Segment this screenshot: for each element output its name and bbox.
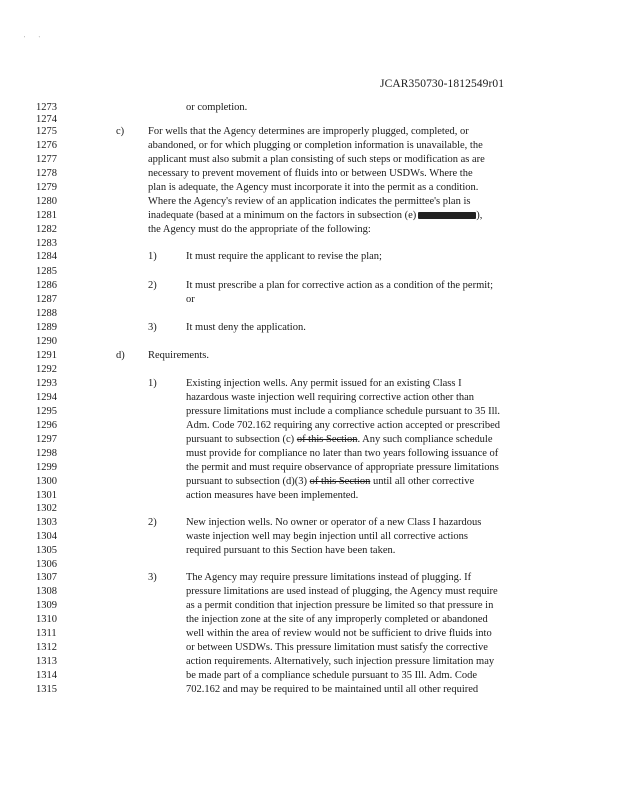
line-number: 1304 xyxy=(36,531,57,542)
text-line-1297-end: . Any such compliance schedule xyxy=(357,434,493,445)
line-number: 1308 xyxy=(36,586,57,597)
line-number: 1302 xyxy=(36,503,57,514)
text-line-1286: It must prescribe a plan for corrective action as a condition of the permit; xyxy=(186,280,494,291)
text-line-1281-end: ), xyxy=(476,210,483,221)
text-line-1315: 702.162 and may be required to be maintained until all other required xyxy=(186,684,479,695)
line-number: 1292 xyxy=(36,364,57,375)
line-number: 1281 xyxy=(36,210,57,221)
struck-text-1297: of this Section xyxy=(296,434,358,445)
text-line-1293: Existing injection wells. Any permit issued for an existing Class I xyxy=(186,378,462,389)
text-line-1280: Where the Agency's review of an application indicates the permittee's plan is xyxy=(148,196,471,207)
text-line-1309: as a permit condition that injection pressure be limited so that pressure in xyxy=(186,600,494,611)
text-line-1307: The Agency may require pressure limitations instead of plugging. If xyxy=(186,572,472,583)
line-number: 1310 xyxy=(36,614,57,625)
line-number: 1293 xyxy=(36,378,57,389)
item-label-d1: 1) xyxy=(148,378,157,389)
line-number: 1306 xyxy=(36,559,57,570)
line-number: 1278 xyxy=(36,168,57,179)
text-line-1289: It must deny the application. xyxy=(186,322,306,333)
line-number: 1314 xyxy=(36,670,57,681)
text-line-1291: Requirements. xyxy=(148,350,209,361)
line-number: 1305 xyxy=(36,545,57,556)
document-id-header: JCAR350730-1812549r01 xyxy=(380,78,505,90)
text-line-1278: necessary to prevent movement of fluids into or between USDWs. Where the xyxy=(148,168,473,179)
line-number: 1309 xyxy=(36,600,57,611)
line-number: 1284 xyxy=(36,251,57,262)
text-line-1297-start: pursuant to subsection (c) xyxy=(186,434,295,445)
text-line-1296: Adm. Code 702.162 requiring any corrective action accepted or prescribed xyxy=(186,420,501,431)
redaction-mark xyxy=(418,212,476,219)
text-line-1308: pressure limitations are used instead of plugging, the Agency must require xyxy=(186,586,498,597)
line-number: 1312 xyxy=(36,642,57,653)
text-line-1311: well within the area of review would not be sufficient to drive fluids into xyxy=(186,628,492,639)
text-line-1275: For wells that the Agency determines are improperly plugged, completed, or xyxy=(148,126,469,137)
subsection-label-c: c) xyxy=(116,126,125,137)
text-line-1310: the injection zone at the site of any improperly completed or abandoned xyxy=(186,614,488,625)
line-number: 1282 xyxy=(36,224,57,235)
item-label-c1: 1) xyxy=(148,251,157,262)
line-number: 1291 xyxy=(36,350,57,361)
line-number: 1277 xyxy=(36,154,57,165)
line-number: 1300 xyxy=(36,476,57,487)
item-label-d2: 2) xyxy=(148,517,157,528)
text-line-1312: or between USDWs. This pressure limitation must satisfy the corrective xyxy=(186,642,488,653)
line-number: 1307 xyxy=(36,572,57,583)
line-number: 1280 xyxy=(36,196,57,207)
text-line-1301: action measures have been implemented. xyxy=(186,490,359,501)
line-number: 1289 xyxy=(36,322,57,333)
line-number: 1274 xyxy=(36,114,57,125)
line-number: 1303 xyxy=(36,517,57,528)
scan-corner-marks: ' ' xyxy=(24,36,46,42)
line-number: 1279 xyxy=(36,182,57,193)
text-line-1300-start: pursuant to subsection (d)(3) xyxy=(186,476,308,487)
line-number: 1273 xyxy=(36,102,57,113)
text-line-1314: be made part of a compliance schedule pursuant to 35 Ill. Adm. Code xyxy=(186,670,478,681)
line-number: 1285 xyxy=(36,266,57,277)
text-line-1298: must provide for compliance no later than two years following issuance of xyxy=(186,448,499,459)
text-line-1304: waste injection well may begin injection until all corrective actions xyxy=(186,531,468,542)
struck-text-1300: of this Section xyxy=(309,476,371,487)
line-number: 1297 xyxy=(36,434,57,445)
item-label-c3: 3) xyxy=(148,322,157,333)
line-number: 1298 xyxy=(36,448,57,459)
text-line-1294: hazardous waste injection well requiring corrective action other than xyxy=(186,392,475,403)
item-label-d3: 3) xyxy=(148,572,157,583)
line-number: 1313 xyxy=(36,656,57,667)
item-label-c2: 2) xyxy=(148,280,157,291)
line-number: 1299 xyxy=(36,462,57,473)
line-number: 1295 xyxy=(36,406,57,417)
text-line-1284: It must require the applicant to revise the plan; xyxy=(186,251,382,262)
line-number: 1311 xyxy=(36,628,57,639)
line-number: 1290 xyxy=(36,336,57,347)
text-line-1297 xyxy=(186,434,493,445)
text-line-1281-start: inadequate (based at a minimum on the factors in subsection (e) xyxy=(148,210,417,221)
line-number: 1283 xyxy=(36,238,57,249)
line-number: 1287 xyxy=(36,294,57,305)
text-line-1281 xyxy=(148,210,482,221)
text-line-1313: action requirements. Alternatively, such injection pressure limitation may xyxy=(186,656,495,667)
subsection-label-d: d) xyxy=(116,350,125,361)
text-line-1300 xyxy=(186,476,474,487)
text-line-1305: required pursuant to this Section have been taken. xyxy=(186,545,396,556)
line-number: 1276 xyxy=(36,140,57,151)
text-line-1277: applicant must also submit a plan consisting of such steps or modification as are xyxy=(148,154,485,165)
line-number: 1315 xyxy=(36,684,57,695)
text-line-1299: the permit and must require observance of appropriate pressure limitations xyxy=(186,462,499,473)
line-number: 1288 xyxy=(36,308,57,319)
line-number: 1286 xyxy=(36,280,57,291)
text-line-1303: New injection wells. No owner or operator of a new Class I hazardous xyxy=(186,517,482,528)
text-line-1279: plan is adequate, the Agency must incorporate it into the permit as a condition. xyxy=(148,182,479,193)
text-line-1287: or xyxy=(186,294,195,305)
text-line-1276: abandoned, or for which plugging or completion information is unavailable, the xyxy=(148,140,483,151)
line-number: 1296 xyxy=(36,420,57,431)
text-line-1300-end: until all other corrective xyxy=(372,476,475,487)
text-line-1273: or completion. xyxy=(186,102,248,113)
line-number: 1294 xyxy=(36,392,57,403)
line-number: 1301 xyxy=(36,490,57,501)
line-number: 1275 xyxy=(36,126,57,137)
text-line-1295: pressure limitations must include a compliance schedule pursuant to 35 Ill. xyxy=(186,406,501,417)
text-line-1282: the Agency must do the appropriate of the following: xyxy=(148,224,371,235)
